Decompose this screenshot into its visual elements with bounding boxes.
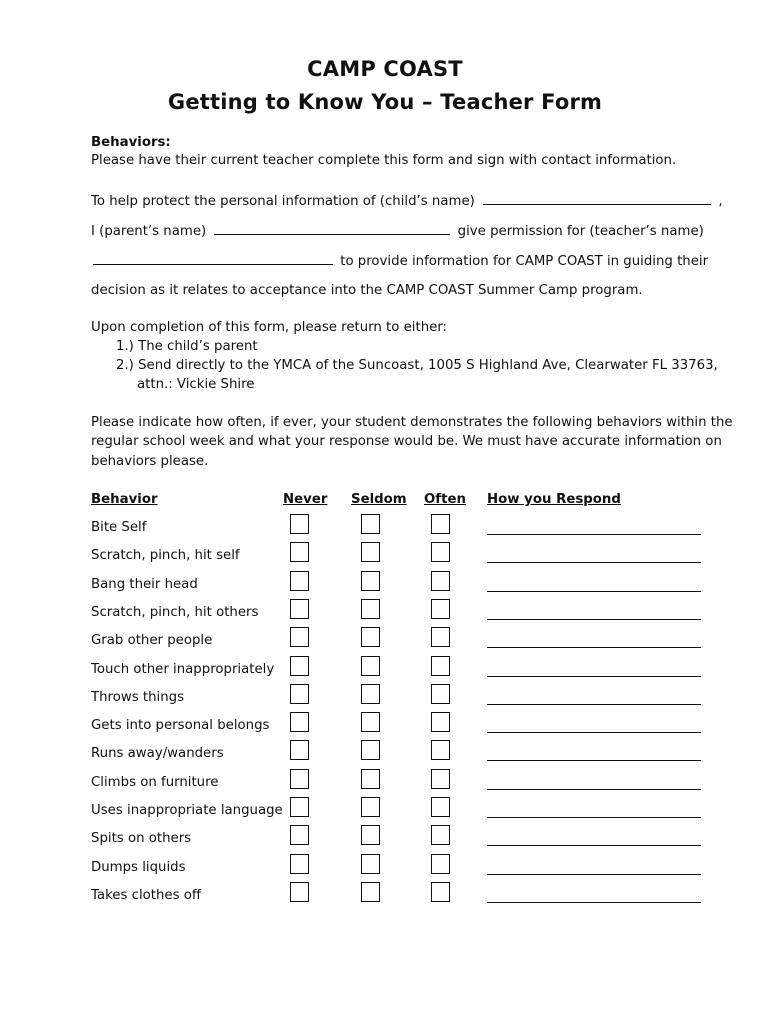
seldom-checkbox[interactable] <box>361 684 380 704</box>
response-field[interactable] <box>487 902 701 903</box>
indicate-line-3: behaviors please. <box>91 454 209 469</box>
instruction-text: Please have their current teacher complete this form and sign with contact information. <box>91 153 677 168</box>
response-field[interactable] <box>487 534 701 535</box>
seldom-checkbox[interactable] <box>361 542 380 562</box>
often-checkbox[interactable] <box>431 627 450 647</box>
seldom-checkbox[interactable] <box>361 825 380 845</box>
often-checkbox[interactable] <box>431 571 450 591</box>
often-checkbox[interactable] <box>431 684 450 704</box>
parent-name-field[interactable] <box>214 222 450 235</box>
never-checkbox[interactable] <box>290 599 309 619</box>
often-checkbox[interactable] <box>431 740 450 760</box>
seldom-checkbox[interactable] <box>361 599 380 619</box>
seldom-checkbox[interactable] <box>361 769 380 789</box>
never-checkbox[interactable] <box>290 514 309 534</box>
often-checkbox[interactable] <box>431 599 450 619</box>
often-checkbox[interactable] <box>431 514 450 534</box>
never-checkbox[interactable] <box>290 627 309 647</box>
parent-text: I (parent’s name) <box>91 224 207 239</box>
form-title: CAMP COAST <box>307 57 463 81</box>
permission-text: give permission for (teacher’s name) <box>457 224 704 239</box>
seldom-checkbox[interactable] <box>361 797 380 817</box>
never-checkbox[interactable] <box>290 797 309 817</box>
never-checkbox[interactable] <box>290 825 309 845</box>
behavior-row-label: Touch other inappropriately <box>91 661 275 677</box>
never-checkbox[interactable] <box>290 769 309 789</box>
behavior-row-label: Grab other people <box>91 633 213 649</box>
behavior-row-label: Spits on others <box>91 831 192 847</box>
seldom-checkbox[interactable] <box>361 882 380 902</box>
behavior-row-label: Bang their head <box>91 576 198 592</box>
never-checkbox[interactable] <box>290 712 309 732</box>
child-name-field[interactable] <box>483 192 711 205</box>
behavior-row-label: Scratch, pinch, hit self <box>91 548 240 564</box>
indicate-line-2: regular school week and what your response would be. We must have accurate information on <box>91 434 722 449</box>
return-item-2: 2.) Send directly to the YMCA of the Suncoast, 1005 S Highland Ave, Clearwater FL 33763, <box>116 358 718 373</box>
never-checkbox[interactable] <box>290 684 309 704</box>
section-label: Behaviors: <box>91 135 171 150</box>
behavior-row-label: Scratch, pinch, hit others <box>91 604 259 620</box>
response-field[interactable] <box>487 562 701 563</box>
behavior-row-label: Climbs on furniture <box>91 774 219 790</box>
never-checkbox[interactable] <box>290 740 309 760</box>
often-checkbox[interactable] <box>431 656 450 676</box>
often-checkbox[interactable] <box>431 542 450 562</box>
never-checkbox[interactable] <box>290 854 309 874</box>
response-field[interactable] <box>487 817 701 818</box>
response-field[interactable] <box>487 874 701 875</box>
response-field[interactable] <box>487 760 701 761</box>
decision-text: decision as it relates to acceptance into the CAMP COAST Summer Camp program. <box>91 283 643 298</box>
return-heading: Upon completion of this form, please return to either: <box>91 320 448 335</box>
response-field[interactable] <box>487 676 701 677</box>
header-never: Never <box>283 492 328 507</box>
often-checkbox[interactable] <box>431 769 450 789</box>
header-respond: How you Respond <box>487 492 621 507</box>
response-field[interactable] <box>487 732 701 733</box>
often-checkbox[interactable] <box>431 854 450 874</box>
header-behavior: Behavior <box>91 492 158 507</box>
protect-text: To help protect the personal information of (child’s name) <box>91 194 475 209</box>
response-field[interactable] <box>487 647 701 648</box>
teacher-name-field[interactable] <box>93 252 333 265</box>
behavior-row-label: Gets into personal belongs <box>91 718 270 734</box>
seldom-checkbox[interactable] <box>361 514 380 534</box>
seldom-checkbox[interactable] <box>361 740 380 760</box>
protect-line <box>91 192 723 209</box>
behavior-row-label: Throws things <box>91 689 185 705</box>
response-field[interactable] <box>487 704 701 705</box>
never-checkbox[interactable] <box>290 571 309 591</box>
seldom-checkbox[interactable] <box>361 656 380 676</box>
teacher-line <box>93 252 708 269</box>
behavior-row-label: Takes clothes off <box>91 887 202 903</box>
parent-line <box>91 222 704 239</box>
response-field[interactable] <box>487 591 701 592</box>
often-checkbox[interactable] <box>431 882 450 902</box>
never-checkbox[interactable] <box>290 656 309 676</box>
form-subtitle: Getting to Know You – Teacher Form <box>167 90 603 114</box>
never-checkbox[interactable] <box>290 542 309 562</box>
header-often: Often <box>424 492 466 507</box>
indicate-line-1: Please indicate how often, if ever, your student demonstrates the following behaviors within the <box>91 415 733 430</box>
often-checkbox[interactable] <box>431 797 450 817</box>
often-checkbox[interactable] <box>431 825 450 845</box>
return-attn: attn.: Vickie Shire <box>137 377 255 392</box>
seldom-checkbox[interactable] <box>361 571 380 591</box>
behavior-row-label: Runs away/wanders <box>91 746 224 762</box>
header-seldom: Seldom <box>351 492 407 507</box>
response-field[interactable] <box>487 619 701 620</box>
behavior-row-label: Uses inappropriate language <box>91 803 283 818</box>
never-checkbox[interactable] <box>290 882 309 902</box>
behavior-row-label: Dumps liquids <box>91 859 186 875</box>
response-field[interactable] <box>487 789 701 790</box>
protect-comma: , <box>718 194 723 209</box>
often-checkbox[interactable] <box>431 712 450 732</box>
seldom-checkbox[interactable] <box>361 712 380 732</box>
response-field[interactable] <box>487 845 701 846</box>
seldom-checkbox[interactable] <box>361 854 380 874</box>
behavior-row-label: Bite Self <box>91 520 147 535</box>
return-item-1: 1.) The child’s parent <box>116 339 258 354</box>
seldom-checkbox[interactable] <box>361 627 380 647</box>
provide-text: to provide information for CAMP COAST in guiding their <box>340 254 709 269</box>
